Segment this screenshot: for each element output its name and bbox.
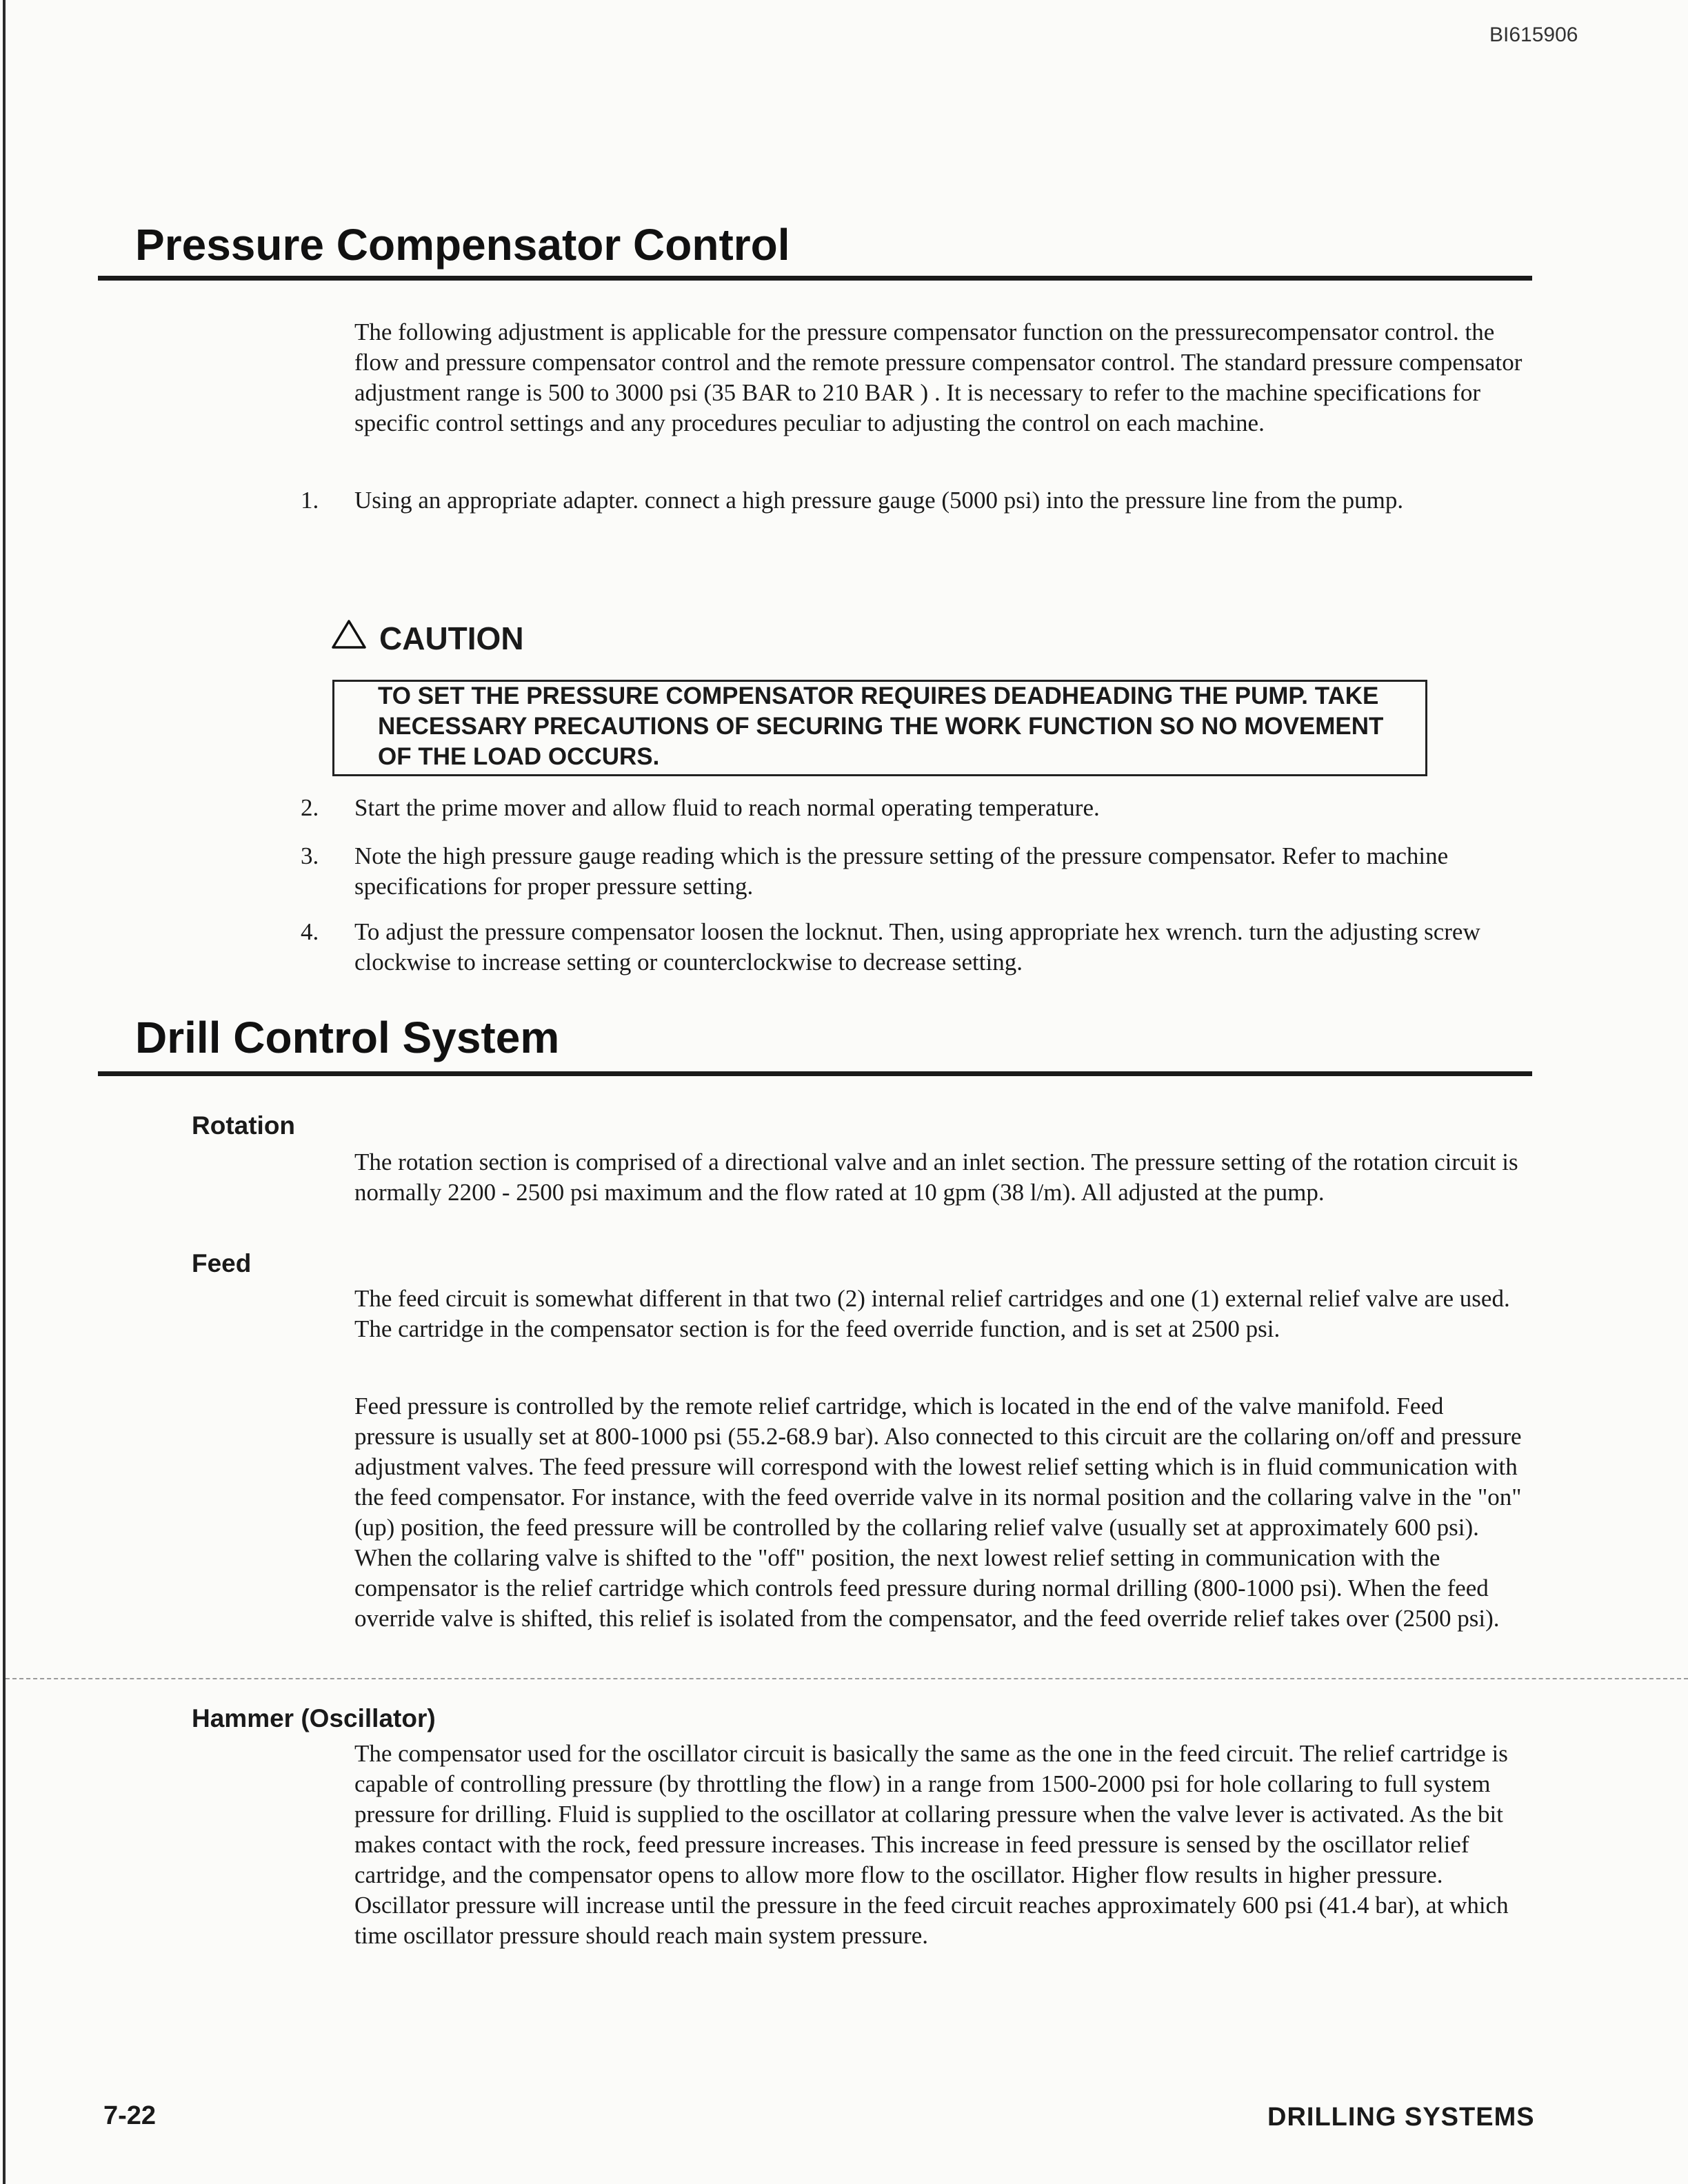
feed-paragraph-2: Feed pressure is controlled by the remote relief cartridge, which is located in the end of the valve manifold. Feed pressure is usually set at 800-1000 psi (55.2-68.9 bar). Also connected to this circuit are the collaring on/off and pressure adjustment valves. The feed pressure will correspond with the lowest relief setting which is in fluid communication with the feed compensator. For instance, with the feed override valve in its normal position and the collaring valve in the "on" (up) position, the feed pressure will be controlled by the collaring relief valve (usually set at approximately 600 psi). When the collaring valve is shifted to the "off" position, the next lowest relief setting in communication with the compensator is the relief cartridge which controls feed pressure during normal drilling (800-1000 psi). When the feed override valve is shifted, this relief is isolated from the compensator, and the feed override relief takes over (2500 psi). [354, 1393, 1522, 1632]
intro-paragraph: The following adjustment is applicable for the pressure compensator function on the pressurecompensator control. the flow and pressure compensator control and the remote pressure compensator control. The standard pressure compensator adjustment range is 500 to 3000 psi (35 BAR to 210 BAR ) . It is necessary to refer to the machine specifications for specific control settings and any procedures peculiar to adjusting the control on each machine. [354, 318, 1523, 436]
step-number: 1. [301, 487, 319, 514]
document-id: BI615906 [1489, 23, 1578, 46]
subheading-feed: Feed [192, 1249, 252, 1277]
step-text: Using an appropriate adapter. connect a high pressure gauge (5000 psi) into the pressure line from the pump. [354, 487, 1404, 514]
caution-heading [331, 619, 524, 657]
subheading-hammer: Hammer (Oscillator) [192, 1704, 436, 1732]
section-rule [98, 276, 1532, 281]
feed-paragraph-1: The feed circuit is somewhat different in that two (2) internal relief cartridges and one (1) external relief valve are used. The cartridge in the compensator section is for the feed override function, and is set at 2500 psi. [354, 1285, 1510, 1342]
caution-text: TO SET THE PRESSURE COMPENSATOR REQUIRES DEADHEADING THE PUMP. TAKE NECESSARY PRECAUTIONS OF SECURING THE WORK FUNCTION SO NO MOVEMENT OF THE LOAD OCCURS. [378, 682, 1384, 770]
subheading-rotation: Rotation [192, 1111, 296, 1140]
step-text: Note the high pressure gauge reading which is the pressure setting of the pressure compensator. Refer to machine specifications for proper pressure setting. [354, 842, 1449, 900]
step-number: 2. [301, 794, 319, 821]
section-title-pressure-compensator: Pressure Compensator Control [135, 220, 790, 270]
scan-divider-line [6, 1678, 1688, 1679]
rotation-paragraph: The rotation section is comprised of a directional valve and an inlet section. The pressure setting of the rotation circuit is normally 2200 - 2500 psi maximum and the flow rated at 10 gpm (38 l/m). All adjusted at the pump. [354, 1149, 1518, 1206]
page-number: 7-22 [103, 2101, 157, 2130]
step-number: 3. [301, 842, 319, 869]
section-rule [98, 1071, 1532, 1076]
caution-label: CAUTION [379, 620, 524, 656]
step-text: To adjust the pressure compensator loosen the locknut. Then, using appropriate hex wrench. turn the adjusting screw clockwise to increase setting or counterclockwise to decrease setting. [354, 918, 1480, 975]
step-number: 4. [301, 918, 319, 945]
step-text: Start the prime mover and allow fluid to reach normal operating temperature. [354, 794, 1100, 821]
footer-section-name: DRILLING SYSTEMS [1267, 2103, 1535, 2132]
left-margin-rule [3, 0, 6, 2184]
warning-triangle-icon [331, 619, 367, 657]
hammer-paragraph: The compensator used for the oscillator circuit is basically the same as the one in the feed circuit. The relief cartridge is capable of controlling pressure (by throttling the flow) in a range from 1500-2000 psi for hole collaring to full system pressure for drilling. Fluid is supplied to the oscillator at collaring pressure when the valve lever is activated. As the bit makes contact with the rock, feed pressure increases. This increase in feed pressure is sensed by the oscillator relief cartridge, and the compensator opens to allow more flow to the oscillator. Higher flow results in higher pressure. Oscillator pressure will increase until the pressure in the feed circuit reaches approximately 600 psi (41.4 bar), at which time oscillator pressure should reach main system pressure. [354, 1740, 1509, 1949]
section-title-drill-control: Drill Control System [135, 1013, 560, 1062]
